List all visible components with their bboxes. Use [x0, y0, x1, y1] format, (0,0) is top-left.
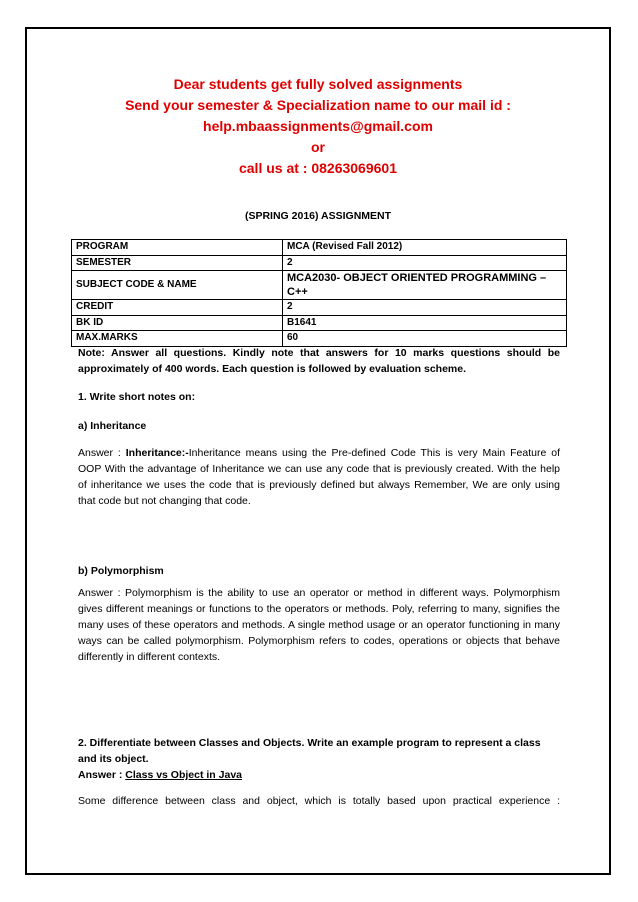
table-row — [72, 300, 567, 316]
table-value: MCA (Revised Fall 2012) — [283, 240, 567, 256]
question-1-title: 1. Write short notes on: — [78, 391, 196, 403]
question-1a-title: a) Inheritance — [78, 420, 147, 432]
table-row — [72, 240, 567, 256]
table-key: SEMESTER — [72, 255, 283, 271]
note-paragraph: Note: Answer all questions. Kindly note that answers for 10 marks questions should be approximately of 400 words. Each question is followed by evaluation scheme. — [78, 347, 560, 375]
question-2-title: 2. Differentiate between Classes and Objects. Write an example program to represent a class and its object. — [78, 737, 541, 765]
table-value: 2 — [283, 300, 567, 316]
table-row — [72, 315, 567, 331]
table-value: 60 — [283, 331, 567, 347]
table-key: BK ID — [72, 315, 283, 331]
contact-header — [27, 74, 609, 179]
header-email: help.mbaassignments@gmail.com — [203, 118, 433, 134]
answer-prefix: Answer : — [78, 447, 126, 459]
inheritance-term: Inheritance:- — [125, 447, 189, 459]
table-value: B1641 — [283, 315, 567, 331]
answer-prefix: Answer : — [78, 769, 126, 781]
table-value: MCA2030- OBJECT ORIENTED PROGRAMMING – C++ — [283, 271, 567, 300]
table-value: 2 — [283, 255, 567, 271]
header-or: or — [311, 139, 325, 155]
answer-2-text: Some difference between class and object, which is totally based upon practical experience : — [78, 795, 560, 807]
table-key: SUBJECT CODE & NAME — [72, 271, 283, 300]
answer-inheritance — [78, 445, 560, 509]
answer-2-heading — [78, 767, 560, 783]
table-key: MAX.MARKS — [72, 331, 283, 347]
assignment-title: (SPRING 2016) ASSIGNMENT — [244, 210, 392, 222]
class-vs-object-link[interactable]: Class vs Object in Java — [125, 769, 242, 781]
answer-polymorphism: Answer : Polymorphism is the ability to use an operator or method in different ways. Polymorphism gives different meanings or functions to the operators or methods. Poly, referring to many, signifies the many uses of these operators and methods. A single method usage or an operator functioning in many ways can be called polymorphism. Polymorphism refers to codes, operations or objects that behave differently in different contexts. — [78, 587, 560, 663]
inheritance-text: Inheritance means using the Pre-defined Code This is very Main Feature of OOP With the advantage of Inheritance we can use any code that is previously created. With the help of inheritance we uses the code that is previously defined but always Remember, We are only using that code but not changing that code. — [78, 447, 560, 507]
table-key: CREDIT — [72, 300, 283, 316]
table-row — [72, 331, 567, 347]
table-key: PROGRAM — [72, 240, 283, 256]
table-row — [72, 271, 567, 300]
header-phone: call us at : 08263069601 — [238, 160, 397, 176]
question-1b-title: b) Polymorphism — [78, 565, 164, 577]
header-line-1: Dear students get fully solved assignments — [173, 76, 463, 92]
table-row — [72, 255, 567, 271]
info-table — [71, 239, 567, 347]
header-line-2: Send your semester & Specialization name to our mail id : — [125, 97, 511, 113]
